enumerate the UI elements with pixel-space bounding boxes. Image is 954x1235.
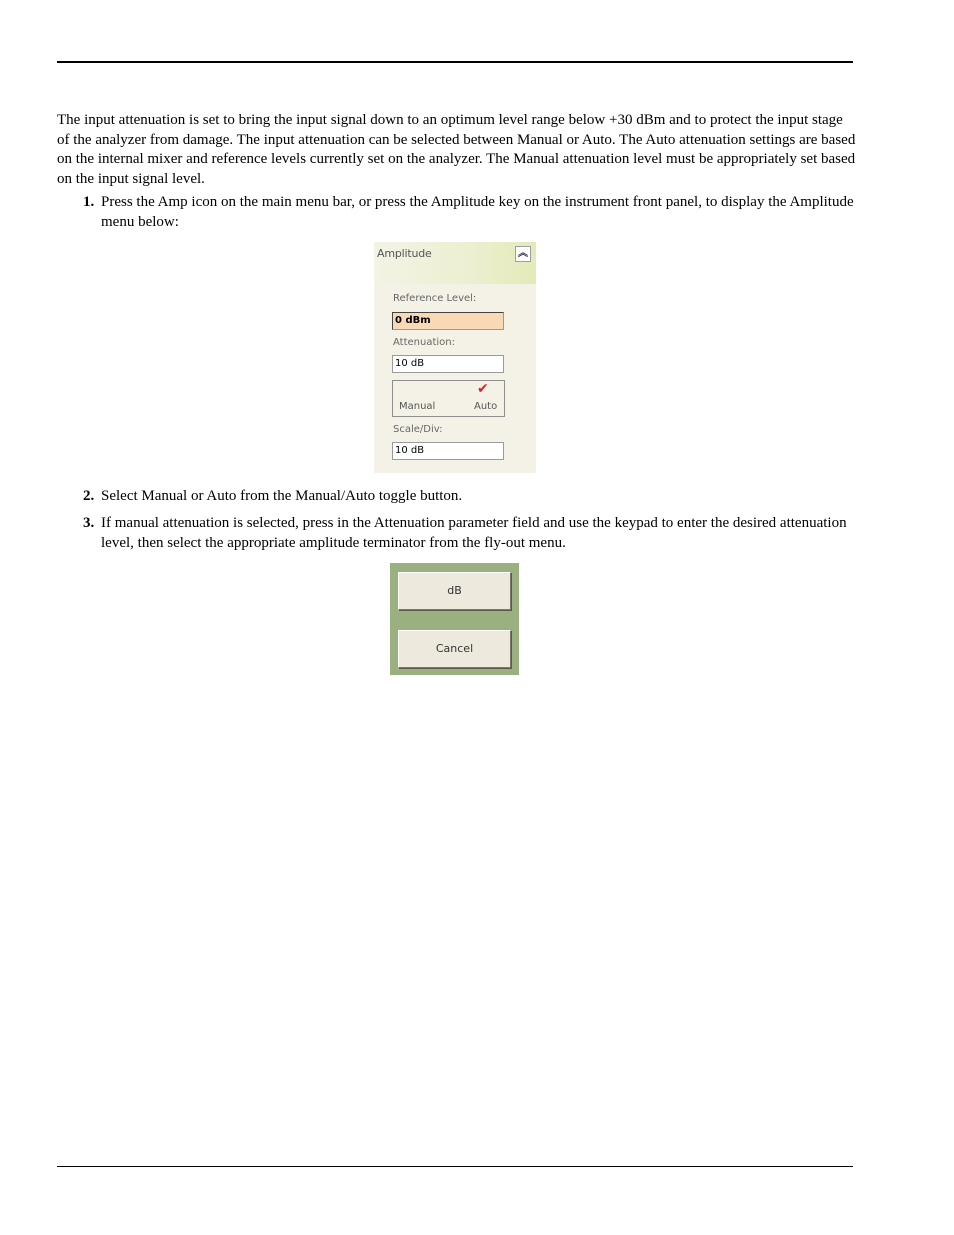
terminator-flyout-menu <box>390 563 519 675</box>
step-text: Select Manual or Auto from the Manual/Auto toggle button. <box>101 488 463 504</box>
attenuation-field[interactable]: 10 dB <box>392 355 504 373</box>
amplitude-menu-title: Amplitude <box>377 247 432 260</box>
db-button[interactable]: dB <box>398 572 511 610</box>
toggle-auto-label: Auto <box>474 401 498 412</box>
step-1 <box>57 193 857 232</box>
cancel-button[interactable]: Cancel <box>398 630 511 668</box>
footer-rule <box>57 1166 853 1167</box>
collapse-icon[interactable]: ︽ <box>515 246 531 262</box>
step-3 <box>57 514 857 553</box>
toggle-manual-label: Manual <box>399 401 436 412</box>
intro-paragraph: The input attenuation is set to bring the input signal down to an optimum level range below +30 dBm and to protect the input stage of the analyzer from damage. The input attenuation can be selected between Manual or Auto. The Auto attenuation settings are based on the internal mixer and reference levels currently set on the analyzer. The Manual attenuation level must be appropriately set based on the input signal level. <box>57 112 856 187</box>
step-text: If manual attenuation is selected, press in the Attenuation parameter field and use the keypad to enter the desired attenuation level, then select the appropriate amplitude terminator from the fly-out menu. <box>101 515 847 551</box>
amplitude-menu-panel <box>374 242 536 473</box>
step-number: 1. <box>83 194 95 210</box>
scale-div-label: Scale/Div: <box>393 424 443 435</box>
step-number: 2. <box>83 488 95 504</box>
amplitude-menu-header <box>374 242 536 284</box>
step-number: 3. <box>83 515 95 531</box>
reference-level-field[interactable]: 0 dBm <box>392 312 504 330</box>
manual-auto-toggle-button[interactable] <box>392 380 505 417</box>
reference-level-label: Reference Level: <box>393 293 477 304</box>
step-2 <box>57 487 857 507</box>
scale-div-field[interactable]: 10 dB <box>392 442 504 460</box>
attenuation-label: Attenuation: <box>393 337 455 348</box>
header-rule <box>57 61 853 63</box>
checkmark-icon: ✔ <box>477 381 489 397</box>
step-text: Press the Amp icon on the main menu bar, or press the Amplitude key on the instrument front panel, to display the Amplitude menu below: <box>101 194 854 230</box>
